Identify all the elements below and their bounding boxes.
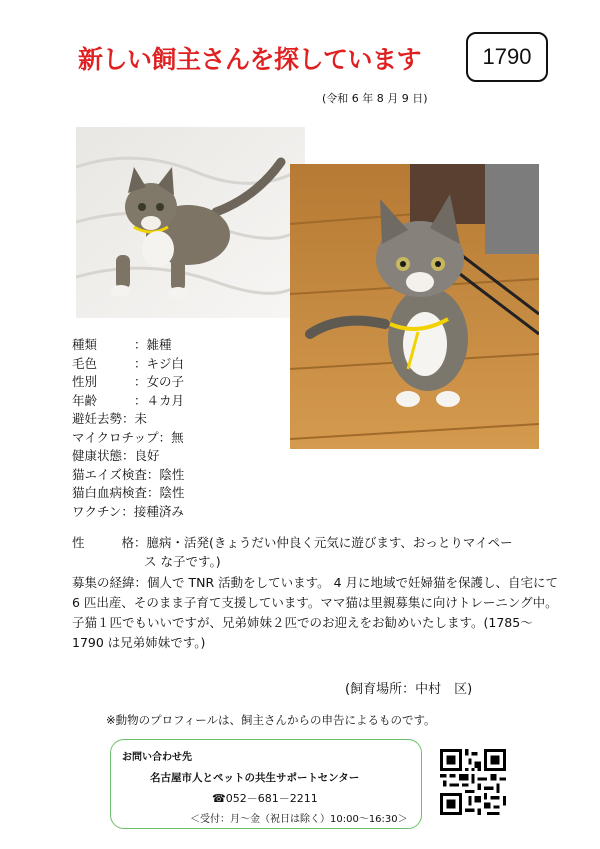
profile-note: ※動物のプロフィールは、飼主さんからの申告によるものです。 [106,713,436,727]
kitten-photo-floor [290,164,539,449]
spec-label: 避妊去勢 [72,411,123,426]
recruit-label: 募集の経緯 [72,575,135,590]
spec-row-coat: 毛色 ： キジ白 [72,355,185,374]
spec-value: 陰性 [159,485,185,500]
contact-hours: ＜受付：月～金（祝日は除く）10:00～16:30＞ [190,814,408,825]
spec-label: 性別 [72,374,98,389]
spec-row-age: 年齢 ： ４カ月 [72,392,185,411]
personality-section: 性 格 ：臆病・活発(きょうだい仲良く元気に遊びます、おっとりマイペー ス な子です。) [72,534,542,571]
spec-value: 接種済み [133,503,184,519]
spec-row-felv: 猫白血病検査 ： 陰性 [72,484,185,503]
spec-label: マイクロチップ [72,429,159,445]
spec-value: 良好 [134,448,160,463]
spec-label: 健康状態 [72,448,123,463]
spec-row-sex: 性別 ： 女の子 [72,373,185,392]
page-title: 新しい飼主さんを探しています [78,45,422,74]
spec-value: 雑種 [146,337,172,352]
spec-label: 年齢 [72,392,98,408]
spec-row-vaccine: ワクチン ： 接種済み [72,503,185,522]
recruit-text: 個人で TNR 活動をしています。 4 月に地域で妊婦猫を保護し、自宅にて 6 匹出産、そのまま子育て支援しています。ママ猫は里親募集に向けトレーニング中。子猫１匹でもいいですが、兄弟姉妹２匹でのお迎えをお勧めいたします。(1785～1790 は兄弟姉妹です。) [72,575,559,650]
spec-label: 毛色 [72,355,98,371]
spec-value: 女の子 [146,374,185,389]
spec-label: 猫エイズ検査 [72,466,147,482]
spec-value: 陰性 [159,466,185,482]
personality-text-line2: ス な子です。) [144,553,221,569]
id-number-badge: 1790 [466,32,548,82]
spec-label: ワクチン [72,503,122,519]
contact-phone[interactable]: ☎052－681－2211 [212,792,318,805]
care-location: (飼育場所：中村 区) [345,682,473,697]
kitten-photo-mattress [76,127,305,318]
spec-row-microchip: マイクロチップ ： 無 [72,429,185,448]
personality-label: 性 格 [72,535,134,550]
posting-date: (令和 6 年 8 月 9 日) [322,92,428,105]
spec-row-type: 種類 ： 雑種 [72,336,185,355]
spec-row-neuter: 避妊去勢 ： 未 [72,410,185,429]
profile-specs [72,336,185,521]
spec-value: 未 [134,411,148,426]
spec-label: 猫白血病検査 [72,485,148,500]
spec-row-health: 健康状態 ： 良好 [72,447,185,466]
contact-heading: お問い合わせ先 [122,752,192,763]
spec-row-fiv: 猫エイズ検査 ： 陰性 [72,466,185,485]
recruitment-background: 募集の経緯：個人で TNR 活動をしています。 4 月に地域で妊婦猫を保護し、自宅にて 6 匹出産、そのまま子育て支援しています。ママ猫は里親募集に向けトレーニング中。子猫１匹でもいいですが、兄弟姉妹２匹でのお迎えをお勧めいたします。(1785～1790 は兄弟姉妹です。) [72,575,559,650]
spec-value: キジ白 [146,355,184,371]
spec-label: 種類 [72,337,98,352]
personality-text-line1: 臆病・活発(きょうだい仲良く元気に遊びます、おっとりマイペー [146,535,513,550]
spec-value: ４カ月 [146,392,185,408]
contact-organization: 名古屋市人とペットの共生サポートセンター [150,772,360,784]
spec-value: 無 [171,429,184,445]
qr-code-icon[interactable] [440,749,506,815]
